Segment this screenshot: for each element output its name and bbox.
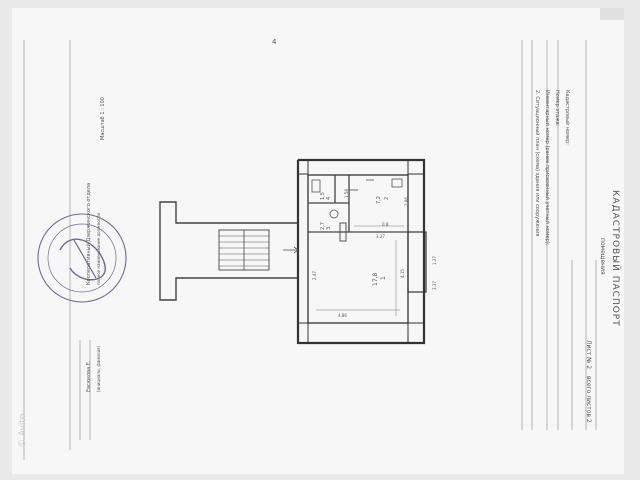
total-sheets-label: всего листов 2 xyxy=(585,376,592,423)
dim-length: 4.15 xyxy=(400,269,405,278)
sheet-label: Лист № 2 xyxy=(585,340,592,370)
room-4-area: 1,5 xyxy=(320,192,326,200)
dim-hall: 3.27 xyxy=(376,234,385,239)
room-1-area: 17,8 xyxy=(372,272,379,286)
scan-edge xyxy=(600,8,624,20)
dim-small: 0.8 xyxy=(382,222,389,227)
signer-sub: (инициалы, фамилия) xyxy=(96,345,101,392)
dim-window-1: 1.37 xyxy=(432,256,437,265)
dim-window-2: 3.37 xyxy=(432,281,437,290)
room-1-number: 1 xyxy=(380,276,387,280)
dim-kitchen: 2.86 xyxy=(404,197,409,206)
room-2-area: 7,2 xyxy=(376,196,382,204)
plan-label: Инвентарный номер (ранее присвоенный учетный номер): xyxy=(544,90,550,246)
floor-label: Номер этажа: xyxy=(554,90,560,127)
watermark: © Avito xyxy=(18,413,28,448)
scale-label: Масштаб 1 : 100 xyxy=(100,97,106,140)
room-4-number: 4 xyxy=(326,196,332,200)
room-2-number: 2 xyxy=(384,196,390,200)
dim-left: 2.47 xyxy=(312,271,317,280)
cadastral-number-label: Кадастровый номер: xyxy=(564,90,570,145)
document-title: КАДАСТРОВЫЙ ПАСПОРТ xyxy=(610,190,620,327)
document-subtitle: помещения xyxy=(599,238,606,275)
object-label: 2. Ситуационный план (схема) здания или сооружения xyxy=(534,90,540,237)
dim-bath: 1.58 xyxy=(344,189,349,198)
page-mark: 4 xyxy=(272,38,277,46)
room-3-area: 2,7 xyxy=(320,222,326,230)
room-3-number: 3 xyxy=(326,226,332,230)
organization-sub: полное наименование должности xyxy=(96,213,101,285)
dim-width: 4.86 xyxy=(338,313,347,318)
organization: Кооперативный Дзержинского отдела xyxy=(86,182,92,285)
signer-name: Евсюкова Е. xyxy=(86,360,92,392)
